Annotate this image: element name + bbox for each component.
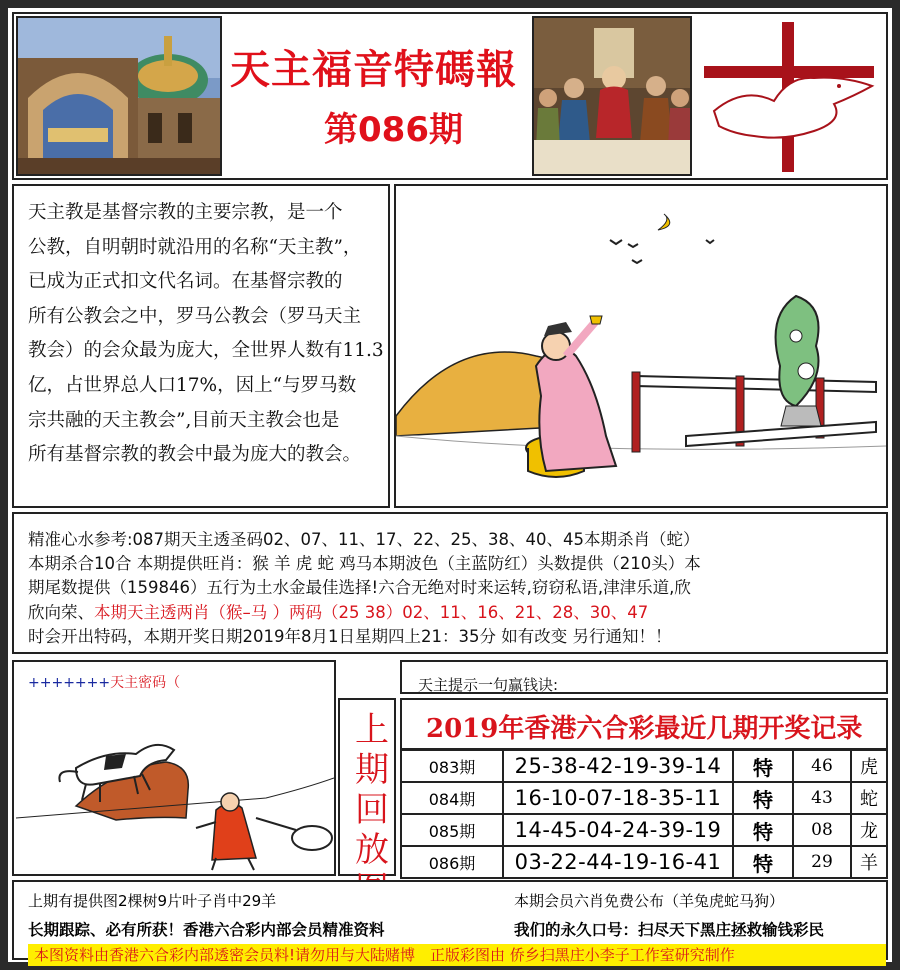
special-number-cell: 29 — [793, 846, 851, 878]
footer-left-line1: 上期有提供图2棵树9片叶子肖中29羊 — [28, 892, 277, 910]
special-label-cell: 特 — [733, 814, 793, 846]
dog-hunter-image — [16, 698, 334, 872]
zodiac-cell: 虎 — [851, 750, 887, 782]
replay-char: 上 — [355, 710, 389, 750]
numbers-cell: 25-38-42-19-39-14 — [503, 750, 733, 782]
period-cell: 083期 — [401, 750, 503, 782]
replay-char: 回 — [355, 790, 389, 830]
special-label-cell: 特 — [733, 750, 793, 782]
intro-line: 所有公教会之中，罗马公教会（罗马天主 — [28, 305, 362, 327]
moon-poet-image — [394, 184, 888, 508]
replay-char: 放 — [355, 830, 389, 870]
cross-dove-image — [694, 16, 884, 176]
info-line: 期尾数提供（159846）五行为土水金最佳选择!六合无绝对时来运转,窃窃私语,津津乐道,欣 — [28, 578, 691, 598]
plus-marks: +++++++ — [28, 675, 111, 691]
footer-left-line2: 长期跟踪、必有所获！香港六合彩内部会员精准资料 — [28, 921, 385, 939]
intro-line: 亿，占世界总人口17%，因上“与罗马数 — [28, 374, 357, 396]
issue-number: 第086期 — [324, 110, 463, 150]
zodiac-cell: 龙 — [851, 814, 887, 846]
footer-right-line1: 本期会员六肖免费公布（羊兔虎蛇马狗） — [514, 892, 785, 910]
winning-hint: 天主提示一句赢钱诀: — [418, 676, 559, 694]
period-cell: 085期 — [401, 814, 503, 846]
numbers-cell: 03-22-44-19-16-41 — [503, 846, 733, 878]
page-title: 天主福音特碼報 — [230, 47, 517, 93]
intro-line: 宗共融的天主教会”,目前天主教会也是 — [28, 409, 340, 431]
secret-label: 天主密码（ — [110, 675, 181, 691]
info-line: 时会开出特码，本期开奖日期2019年8月1日星期四上21：35分 如有改变 另行通知！！ — [28, 626, 672, 646]
special-label-cell: 特 — [733, 846, 793, 878]
table-row — [401, 814, 887, 846]
special-number-cell: 08 — [793, 814, 851, 846]
intro-text — [28, 196, 388, 473]
info-line-prefix: 欣向荣、 — [28, 602, 94, 622]
table-row — [401, 846, 887, 878]
footer-right-line2: 我们的永久口号：扫尽天下黑庄拯救输钱彩民 — [514, 921, 825, 939]
period-cell: 084期 — [401, 782, 503, 814]
secret-code-label — [28, 672, 180, 692]
replay-char: 期 — [355, 750, 389, 790]
info-line — [28, 601, 878, 625]
page — [8, 8, 892, 962]
period-cell: 086期 — [401, 846, 503, 878]
records-table — [400, 749, 888, 879]
special-label-cell: 特 — [733, 782, 793, 814]
last-supper-image — [532, 16, 692, 176]
intro-line: 已成为正式扣文代名词。在基督宗教的 — [28, 271, 343, 293]
table-row — [401, 782, 887, 814]
special-number-cell: 46 — [793, 750, 851, 782]
records-title: 2019年香港六合彩最近几期开奖记录 — [426, 714, 863, 744]
footer-banner: 本图资料由香港六合彩内部透密会员料!请勿用与大陆赌博 正版彩图由 侨乡扫黑庄小李子工作室研究制作 — [28, 944, 886, 966]
numbers-cell: 16-10-07-18-35-11 — [503, 782, 733, 814]
special-number-cell: 43 — [793, 782, 851, 814]
intro-line: 教会）的会众最为庞大，全世界人数有11.3 — [28, 340, 384, 362]
table-row — [401, 750, 887, 782]
zodiac-cell: 蛇 — [851, 782, 887, 814]
highlight-text: 本期天主透两肖（猴–马 ）两码（25 38）02、11、16、21、28、30、47 — [94, 602, 649, 622]
info-text — [28, 528, 878, 649]
info-line: 精准心水参考:087期天主透圣码02、07、11、17、22、25、38、40、45本期杀肖（蛇） — [28, 530, 700, 549]
info-line: 本期杀合10合 本期提供旺肖：猴 羊 虎 蛇 鸡马本期波色（主蓝防红）头数提供（210头）本 — [28, 554, 701, 574]
numbers-cell: 14-45-04-24-39-19 — [503, 814, 733, 846]
intro-line: 天主教是基督宗教的主要宗教，是一个 — [28, 202, 343, 223]
cathedral-image — [16, 16, 222, 176]
zodiac-cell: 羊 — [851, 846, 887, 878]
intro-line: 公教，自明朝时就沿用的名称“天主教”， — [28, 236, 362, 258]
intro-line: 所有基督宗教的教会中最为庞大的教会。 — [28, 444, 362, 466]
